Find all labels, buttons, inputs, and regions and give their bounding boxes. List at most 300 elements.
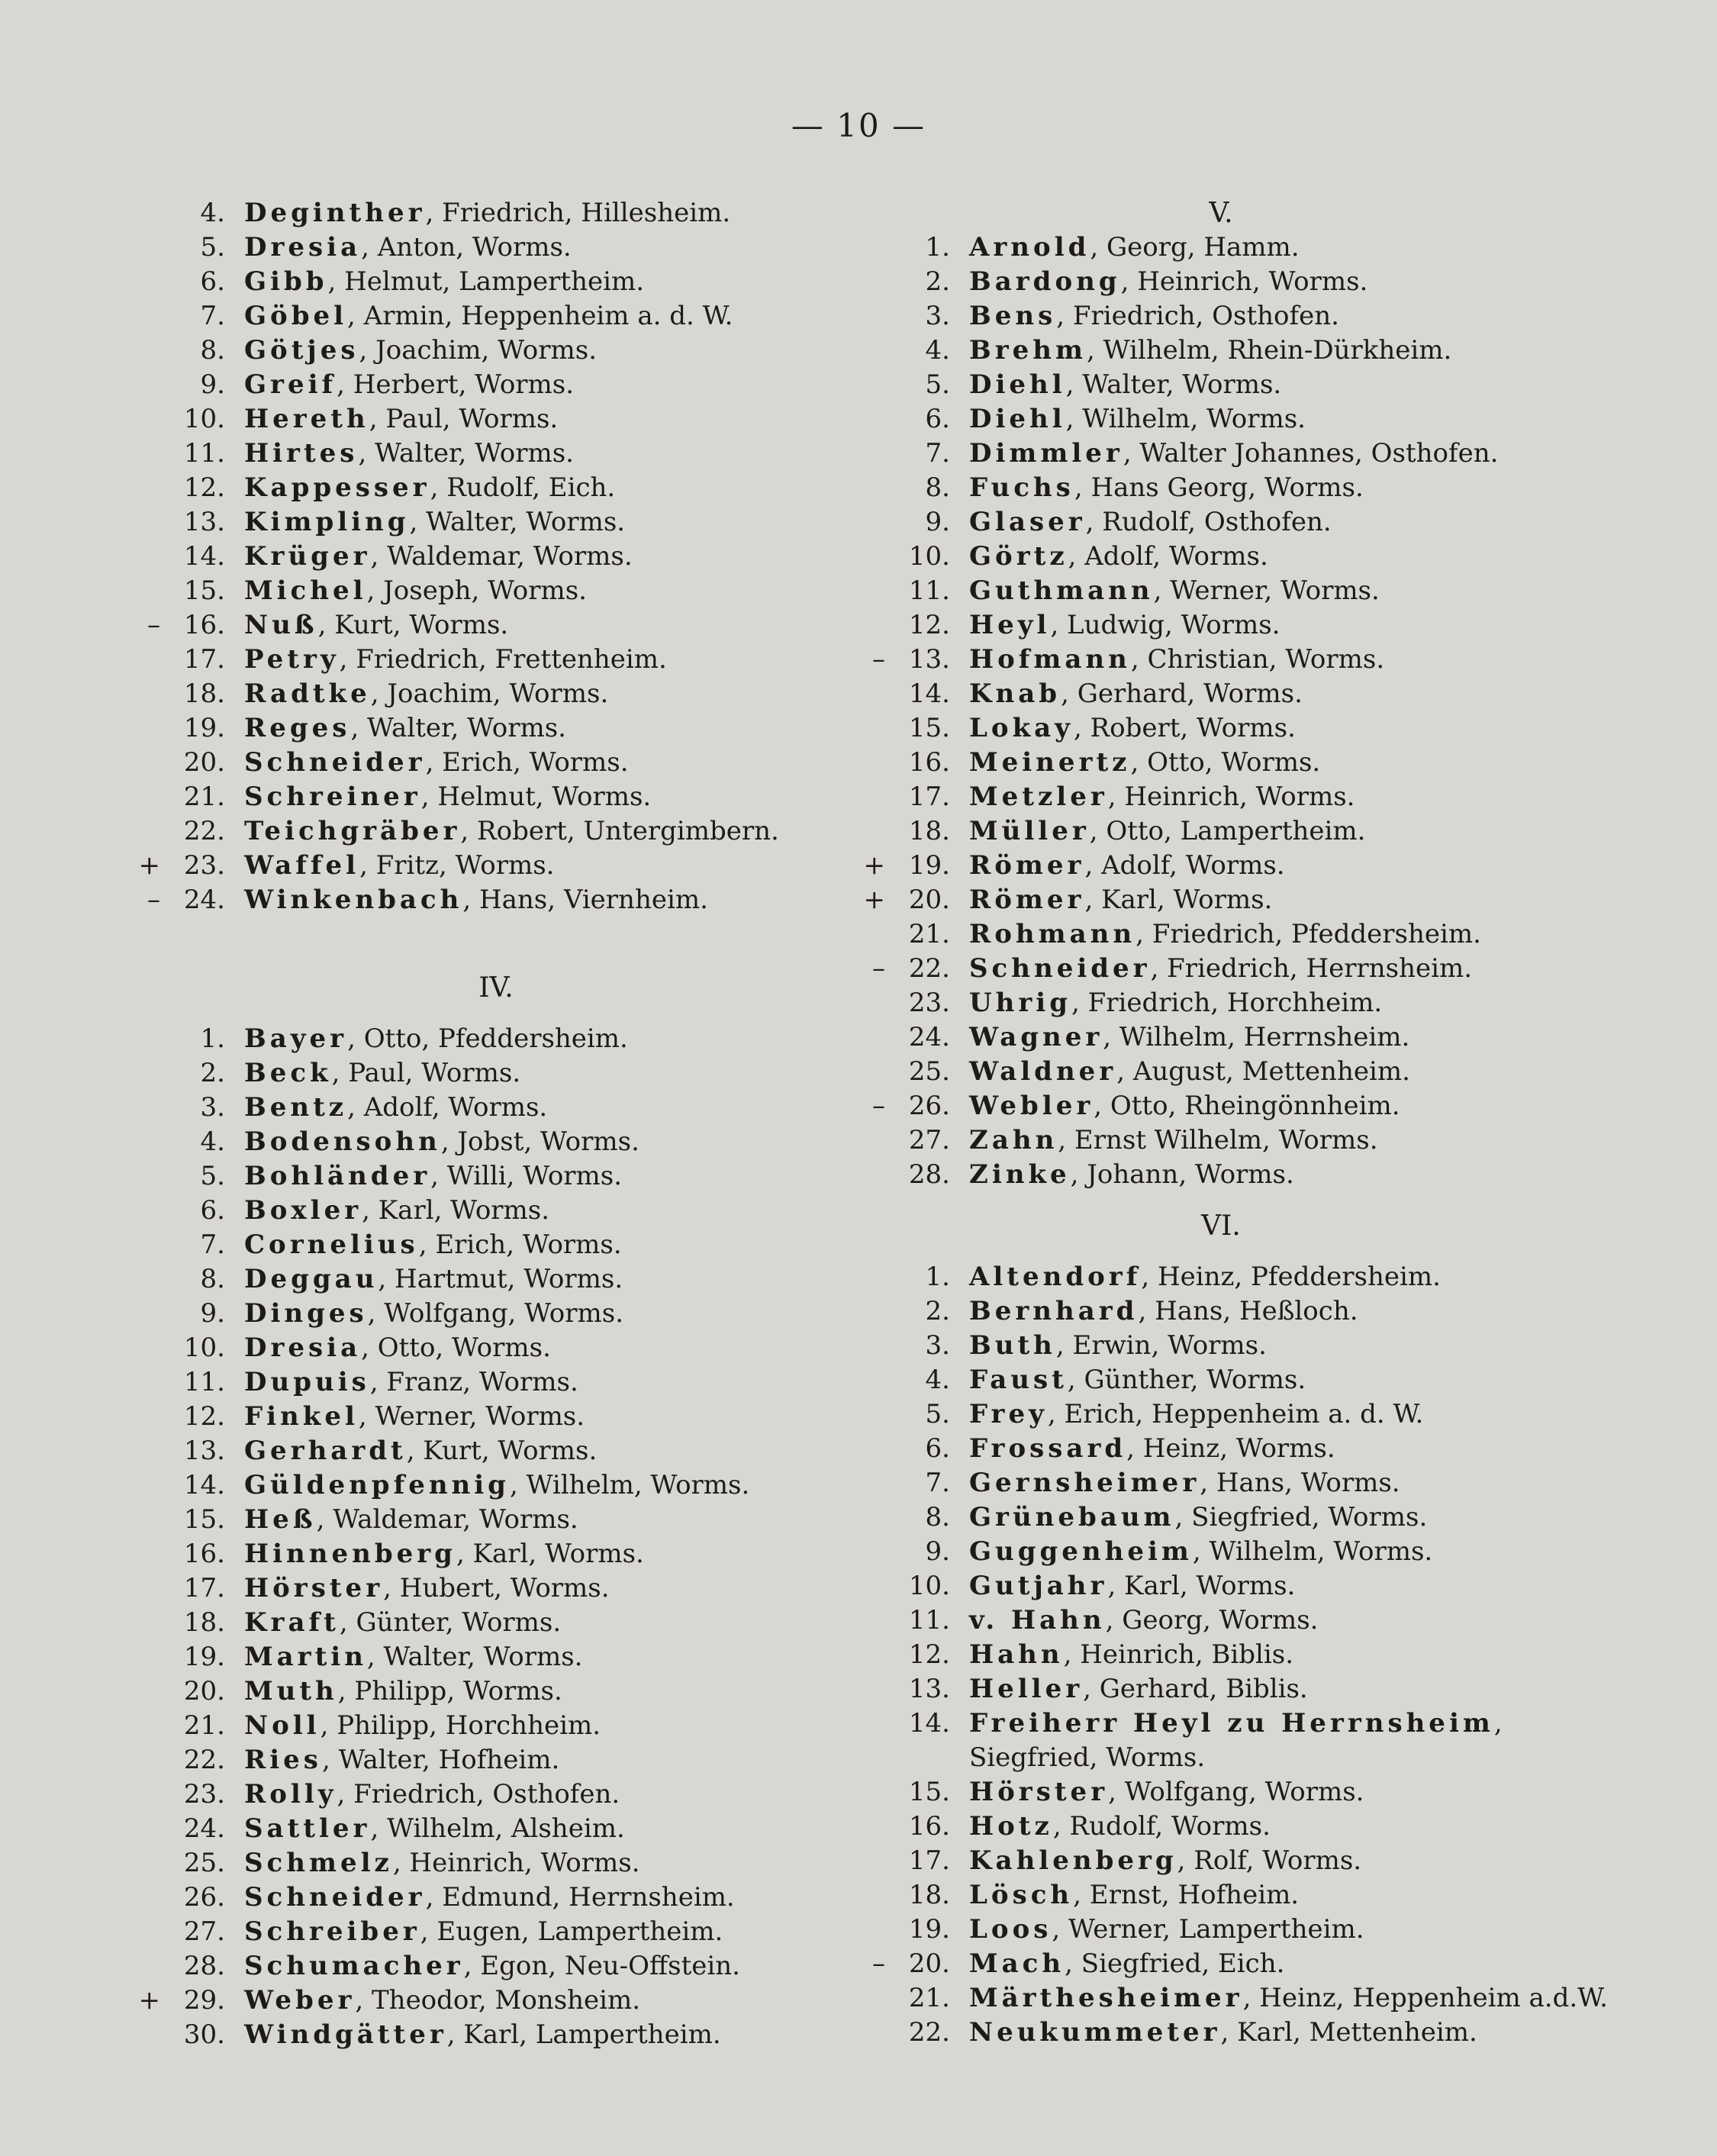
list-item: [130, 1880, 862, 1915]
entry-surname: Reges: [244, 713, 351, 743]
entry-surname: Beck: [244, 1058, 332, 1088]
entry-surname: Bohländer: [244, 1161, 431, 1191]
entry-number: 2.: [200, 1058, 225, 1088]
list-item: [855, 1706, 1587, 1741]
entry-mark: –: [147, 610, 160, 640]
list-item: [130, 230, 862, 265]
entry-surname: Wagner: [969, 1022, 1103, 1052]
entry-details: , Heinrich, Biblis.: [1063, 1639, 1294, 1670]
entry-surname: Michel: [244, 575, 367, 606]
entry-text: [969, 746, 1320, 780]
entry-surname: Ries: [244, 1745, 322, 1775]
entry-number: 14.: [183, 541, 225, 572]
entry-details: , Gerhard, Biblis.: [1083, 1674, 1308, 1704]
list-item: [855, 1638, 1587, 1672]
entry-surname: Görtz: [969, 541, 1068, 572]
entry-number: 8.: [925, 472, 950, 503]
list-item: [855, 1569, 1587, 1603]
entry-text: [969, 849, 1285, 883]
entry-text: [244, 780, 651, 814]
entry-number: 22.: [908, 953, 950, 984]
entry-number: 6.: [925, 1433, 950, 1464]
list-item: [855, 471, 1587, 505]
left-column: [130, 196, 862, 2052]
entry-surname: Bernhard: [969, 1296, 1139, 1326]
entry-surname: Altendorf: [969, 1262, 1142, 1292]
entry-number: 14.: [183, 1470, 225, 1500]
entry-number: 3.: [200, 1092, 225, 1123]
list-item: [855, 1123, 1587, 1158]
list-item: [855, 883, 1587, 917]
list-item: [855, 608, 1587, 643]
entry-number: 2.: [925, 1296, 950, 1326]
entry-text: [244, 1846, 640, 1880]
entry-number: 4.: [925, 335, 950, 366]
entry-number: 17.: [183, 644, 225, 675]
entry-details: , Adolf, Worms.: [347, 1092, 548, 1123]
entry-text: [969, 1706, 1503, 1741]
entry-number: 30.: [183, 2019, 225, 2050]
entry-details: , Heinz, Heppenheim a.d.W.: [1242, 1983, 1608, 2013]
list-item: [855, 677, 1587, 711]
entry-surname: Hofmann: [969, 644, 1131, 675]
entry-text: [969, 402, 1306, 437]
entry-text: [244, 574, 587, 608]
entry-surname: Muth: [244, 1676, 338, 1706]
entry-text: [244, 1571, 610, 1606]
entry-surname: Heller: [969, 1674, 1084, 1704]
entry-details: , Adolf, Worms.: [1084, 850, 1285, 881]
entry-mark: +: [138, 1985, 160, 2016]
entry-number: 9.: [200, 1298, 225, 1329]
entry-text: [244, 299, 733, 334]
entry-text: [969, 1294, 1358, 1329]
entry-surname: Bayer: [244, 1023, 348, 1054]
entry-number: 12.: [183, 472, 225, 503]
entry-details: , Armin, Heppenheim a. d. W.: [347, 301, 733, 331]
list-item: [130, 1503, 862, 1537]
entry-details: , Erich, Worms.: [425, 747, 629, 778]
list-item: [130, 1915, 862, 1949]
entry-text: [969, 1020, 1409, 1055]
entry-surname: Guthmann: [969, 575, 1154, 606]
entry-surname: Schreiber: [244, 1916, 420, 1947]
entry-surname: Kahlenberg: [969, 1845, 1177, 1876]
entry-surname: Schneider: [244, 1882, 426, 1913]
entry-details: , Rudolf, Worms.: [1052, 1811, 1271, 1842]
entry-details: , Karl, Lampertheim.: [446, 2019, 721, 2050]
entry-details: , Robert, Untergimbern.: [460, 816, 779, 846]
entry-number: 21.: [183, 782, 225, 812]
list-item: [855, 265, 1587, 299]
entry-number: 2.: [925, 266, 950, 297]
entry-number: 18.: [183, 678, 225, 709]
entry-surname: Güldenpfennig: [244, 1470, 510, 1500]
entry-details: , Walter, Worms.: [350, 713, 566, 743]
entry-number: 27.: [183, 1916, 225, 1947]
entry-number: 18.: [183, 1607, 225, 1638]
entry-surname: Dresia: [244, 1333, 362, 1363]
entry-text: [244, 1228, 622, 1262]
list-item: [130, 334, 862, 368]
entry-text: [969, 540, 1268, 574]
entry-mark: –: [872, 1091, 885, 1121]
list-item: [855, 849, 1587, 883]
entry-text: [969, 299, 1339, 334]
entry-number: 9.: [925, 1536, 950, 1567]
entry-number: 11.: [908, 1605, 950, 1636]
list-item: [130, 196, 862, 230]
entry-surname: Windgätter: [244, 2019, 447, 2050]
entry-details: , Paul, Worms.: [331, 1058, 521, 1088]
list-item: [130, 677, 862, 711]
entry-details: , Joachim, Worms.: [359, 335, 598, 366]
entry-number: 23.: [183, 850, 225, 881]
entry-text: [969, 230, 1300, 265]
entry-details: , Erwin, Worms.: [1055, 1330, 1267, 1361]
entry-surname: Heyl: [969, 610, 1051, 640]
entry-text: [969, 1981, 1608, 2016]
entry-number: 5.: [200, 1161, 225, 1191]
entry-number: 23.: [908, 988, 950, 1018]
list-item: [855, 1878, 1587, 1913]
entry-text: [969, 1432, 1335, 1466]
entry-text: [969, 1397, 1423, 1432]
list-item: [855, 437, 1587, 471]
list-item: [855, 952, 1587, 986]
list-item: [855, 1913, 1587, 1947]
list-item: [855, 540, 1587, 574]
entry-surname: Nuß: [244, 610, 318, 640]
entry-number: 23.: [183, 1779, 225, 1810]
entry-details: , Gerhard, Worms.: [1061, 678, 1303, 709]
entry-mark: –: [147, 885, 160, 915]
entry-number: 28.: [183, 1951, 225, 1981]
entry-details: , Heinrich, Worms.: [1107, 782, 1355, 812]
entry-surname: Deggau: [244, 1264, 379, 1294]
entry-number: 15.: [183, 575, 225, 606]
entry-text: [244, 1434, 597, 1468]
entry-text: [244, 1400, 585, 1434]
entry-number: 26.: [183, 1882, 225, 1913]
entry-details: , Georg, Worms.: [1105, 1605, 1319, 1636]
entry-mark: +: [138, 850, 160, 881]
entry-number: 19.: [183, 1642, 225, 1672]
entry-details: , Hans, Heßloch.: [1138, 1296, 1358, 1326]
entry-text: [969, 643, 1384, 677]
entry-surname: Gerhardt: [244, 1436, 407, 1466]
list-item: [130, 540, 862, 574]
entry-text: [969, 1329, 1267, 1363]
entry-number: 13.: [908, 1674, 950, 1704]
entry-details: , Otto, Worms.: [361, 1333, 551, 1363]
list-item: [855, 574, 1587, 608]
entry-surname: Greif: [244, 369, 337, 400]
list-item: [130, 1984, 862, 2018]
entry-text: [244, 1022, 628, 1056]
list-item: [855, 780, 1587, 814]
entry-number: 20.: [183, 1676, 225, 1706]
entry-surname: Zahn: [969, 1125, 1058, 1155]
entry-details: , Walter, Worms.: [409, 507, 626, 537]
entry-text: [244, 883, 708, 917]
entry-details: , Philipp, Horchheim.: [320, 1710, 601, 1741]
entry-surname: Römer: [969, 850, 1085, 881]
right-column: [855, 196, 1608, 2050]
list-item: [130, 1571, 862, 1606]
entry-surname: Diehl: [969, 369, 1066, 400]
entry-number: 22.: [183, 1745, 225, 1775]
list-item: [855, 1363, 1587, 1397]
entry-number: 11.: [908, 575, 950, 606]
entry-text: [969, 334, 1451, 368]
entry-number: 16.: [183, 610, 225, 640]
entry-surname: Schneider: [969, 953, 1151, 984]
entry-details: , Karl, Worms.: [456, 1539, 644, 1569]
entry-details: , Karl, Mettenheim.: [1220, 2017, 1477, 2048]
entry-text: [969, 1638, 1293, 1672]
entry-text: [969, 1775, 1364, 1810]
roster-list-v: [855, 230, 1587, 1192]
entry-details: , Rudolf, Eich.: [430, 472, 616, 503]
entry-surname: Gutjahr: [969, 1571, 1108, 1601]
list-item: [855, 1672, 1587, 1706]
list-item: [855, 1947, 1587, 1981]
list-item: [130, 1228, 862, 1262]
entry-surname: Hinnenberg: [244, 1539, 456, 1569]
entry-surname: Hörster: [969, 1777, 1109, 1807]
entry-number: 24.: [183, 885, 225, 915]
list-item: [855, 299, 1587, 334]
entry-surname: Guggenheim: [969, 1536, 1193, 1567]
entry-number: 19.: [183, 713, 225, 743]
entry-number: 26.: [908, 1091, 950, 1121]
entry-details: , Edmund, Herrnsheim.: [425, 1882, 735, 1913]
entry-text: [969, 711, 1296, 746]
entry-number: 20.: [908, 1948, 950, 1979]
entry-number: 15.: [908, 713, 950, 743]
list-item: [855, 1741, 1587, 1775]
entry-details: , Ludwig, Worms.: [1050, 610, 1281, 640]
entry-surname: Webler: [969, 1091, 1094, 1121]
entry-text: [969, 1158, 1294, 1192]
list-item: [130, 1640, 862, 1674]
entry-surname: Buth: [969, 1330, 1056, 1361]
entry-number: 21.: [183, 1710, 225, 1741]
entry-surname: Hahn: [969, 1639, 1064, 1670]
list-item: [855, 505, 1587, 540]
entry-details: , Wilhelm, Worms.: [1065, 404, 1306, 434]
entry-text: [244, 1503, 578, 1537]
entry-number: 10.: [908, 541, 950, 572]
entry-text: [969, 505, 1332, 540]
entry-text: [244, 402, 558, 437]
entry-text: [969, 1844, 1361, 1878]
entry-details: , Wolfgang, Worms.: [1108, 1777, 1364, 1807]
entry-text: [244, 1709, 601, 1743]
list-item: [130, 574, 862, 608]
entry-number: 22.: [183, 816, 225, 846]
entry-text: [244, 1194, 549, 1228]
entry-surname: Hörster: [244, 1573, 384, 1603]
list-item: [130, 1331, 862, 1365]
entry-surname: Hirtes: [244, 438, 359, 469]
entry-text: [244, 1091, 547, 1125]
list-item: [130, 1365, 862, 1400]
entry-number: 11.: [183, 438, 225, 469]
entry-text: [969, 1466, 1400, 1500]
section-heading-iv: IV.: [478, 972, 514, 1004]
entry-surname: Hotz: [969, 1811, 1053, 1842]
entry-surname: Frossard: [969, 1433, 1127, 1464]
entry-text: [244, 711, 566, 746]
entry-details: , Siegfried, Eich.: [1065, 1948, 1285, 1979]
entry-text: [969, 265, 1367, 299]
entry-text: [244, 1468, 749, 1503]
entry-number: 20.: [908, 885, 950, 915]
entry-text: [244, 746, 629, 780]
entry-details: ,: [1493, 1708, 1503, 1739]
entry-text: [969, 1260, 1441, 1294]
entry-text: [244, 1674, 562, 1709]
entry-number: 17.: [908, 1845, 950, 1876]
list-item: [130, 780, 862, 814]
entry-details: , Friedrich, Frettenheim.: [339, 644, 667, 675]
entry-surname: Götjes: [244, 335, 359, 366]
entry-text: [969, 780, 1355, 814]
entry-text: [969, 1741, 1205, 1775]
list-item: [130, 1022, 862, 1056]
entry-number: 11.: [183, 1367, 225, 1397]
entry-number: 28.: [908, 1159, 950, 1190]
entry-mark: –: [872, 644, 885, 675]
entry-surname: Dupuis: [244, 1367, 370, 1397]
list-item: [855, 2016, 1587, 2050]
list-item: [855, 1329, 1587, 1363]
entry-text: [244, 1159, 622, 1194]
entry-text: [244, 334, 597, 368]
entry-number: 13.: [183, 507, 225, 537]
entry-details: , Heinz, Pfeddersheim.: [1141, 1262, 1441, 1292]
entry-number: 12.: [908, 1639, 950, 1670]
entry-details: , Helmut, Worms.: [420, 782, 652, 812]
entry-text: [244, 1777, 620, 1812]
entry-details: , Georg, Hamm.: [1090, 232, 1300, 263]
entry-text: [969, 1055, 1410, 1089]
list-item: [130, 1125, 862, 1159]
entry-details: , Egon, Neu-Offstein.: [463, 1951, 740, 1981]
list-item: [855, 1089, 1587, 1123]
entry-surname: Sattler: [244, 1813, 371, 1844]
list-item: [855, 1260, 1587, 1294]
entry-details: , Joseph, Worms.: [366, 575, 587, 606]
entry-surname: Frey: [969, 1399, 1048, 1429]
entry-number: 9.: [925, 507, 950, 537]
entry-details: , Paul, Worms.: [369, 404, 559, 434]
entry-text: [969, 1089, 1400, 1123]
entry-text: [244, 230, 572, 265]
entry-surname: Kappesser: [244, 472, 430, 503]
entry-number: 29.: [183, 1985, 225, 2016]
entry-number: 5.: [200, 232, 225, 263]
list-item: [130, 608, 862, 643]
entry-surname: Grünebaum: [969, 1502, 1175, 1532]
entry-mark: –: [872, 953, 885, 984]
list-item: [855, 1158, 1587, 1192]
entry-text: [969, 368, 1281, 402]
entry-details: , Johann, Worms.: [1070, 1159, 1294, 1190]
entry-text: [244, 265, 644, 299]
entry-text: [969, 437, 1498, 471]
entry-text: [244, 1812, 625, 1846]
entry-details: , Robert, Worms.: [1073, 713, 1296, 743]
list-item: [855, 711, 1587, 746]
entry-surname: Freiherr Heyl zu Herrnsheim: [969, 1708, 1494, 1739]
entry-details: , Werner, Worms.: [358, 1401, 585, 1432]
section-heading-v: V.: [1209, 198, 1233, 229]
entry-number: 5.: [925, 369, 950, 400]
entry-number: 15.: [908, 1777, 950, 1807]
entry-text: [244, 1606, 561, 1640]
entry-surname: Winkenbach: [244, 885, 463, 915]
entry-surname: Bens: [969, 301, 1057, 331]
entry-details: , Friedrich, Osthofen.: [337, 1779, 620, 1810]
entry-number: 12.: [908, 610, 950, 640]
entry-surname: Arnold: [969, 232, 1090, 263]
entry-details: , Friedrich, Hillesheim.: [425, 198, 731, 228]
list-item: [130, 1091, 862, 1125]
entry-surname: Römer: [969, 885, 1085, 915]
entry-details: , Waldemar, Worms.: [316, 1504, 578, 1535]
entry-surname: Kraft: [244, 1607, 340, 1638]
entry-text: [969, 608, 1281, 643]
roster-list-continued: [130, 196, 862, 917]
list-item: [130, 265, 862, 299]
entry-surname: Schmelz: [244, 1848, 393, 1878]
entry-text: [244, 608, 508, 643]
list-item: [855, 917, 1587, 952]
list-item: [130, 1674, 862, 1709]
entry-text: [244, 1915, 723, 1949]
entry-details: , Joachim, Worms.: [370, 678, 609, 709]
entry-number: 1.: [200, 1023, 225, 1054]
list-item: [130, 402, 862, 437]
list-item: [855, 1466, 1587, 1500]
entry-surname: Cornelius: [244, 1229, 419, 1260]
entry-surname: Kimpling: [244, 507, 410, 537]
entry-text: [244, 368, 574, 402]
entry-text: [244, 849, 554, 883]
entry-number: 10.: [183, 404, 225, 434]
entry-number: 1.: [925, 232, 950, 263]
entry-surname: Glaser: [969, 507, 1086, 537]
entry-details: , Wilhelm, Alsheim.: [370, 1813, 625, 1844]
entry-text: [244, 471, 615, 505]
entry-number: 16.: [908, 747, 950, 778]
entry-surname: Schneider: [244, 747, 426, 778]
entry-text: [244, 643, 667, 677]
entry-surname: Bodensohn: [244, 1126, 441, 1157]
roster-list-iv: [130, 1022, 862, 2052]
entry-details: , Theodor, Monsheim.: [355, 1985, 641, 2016]
entry-details: , Kurt, Worms.: [317, 610, 509, 640]
entry-details: , Walter Johannes, Osthofen.: [1123, 438, 1499, 469]
list-item: [130, 1468, 862, 1503]
entry-details: Siegfried, Worms.: [969, 1742, 1206, 1773]
list-item: [130, 849, 862, 883]
entry-text: [969, 986, 1382, 1020]
entry-text: [244, 1537, 644, 1571]
